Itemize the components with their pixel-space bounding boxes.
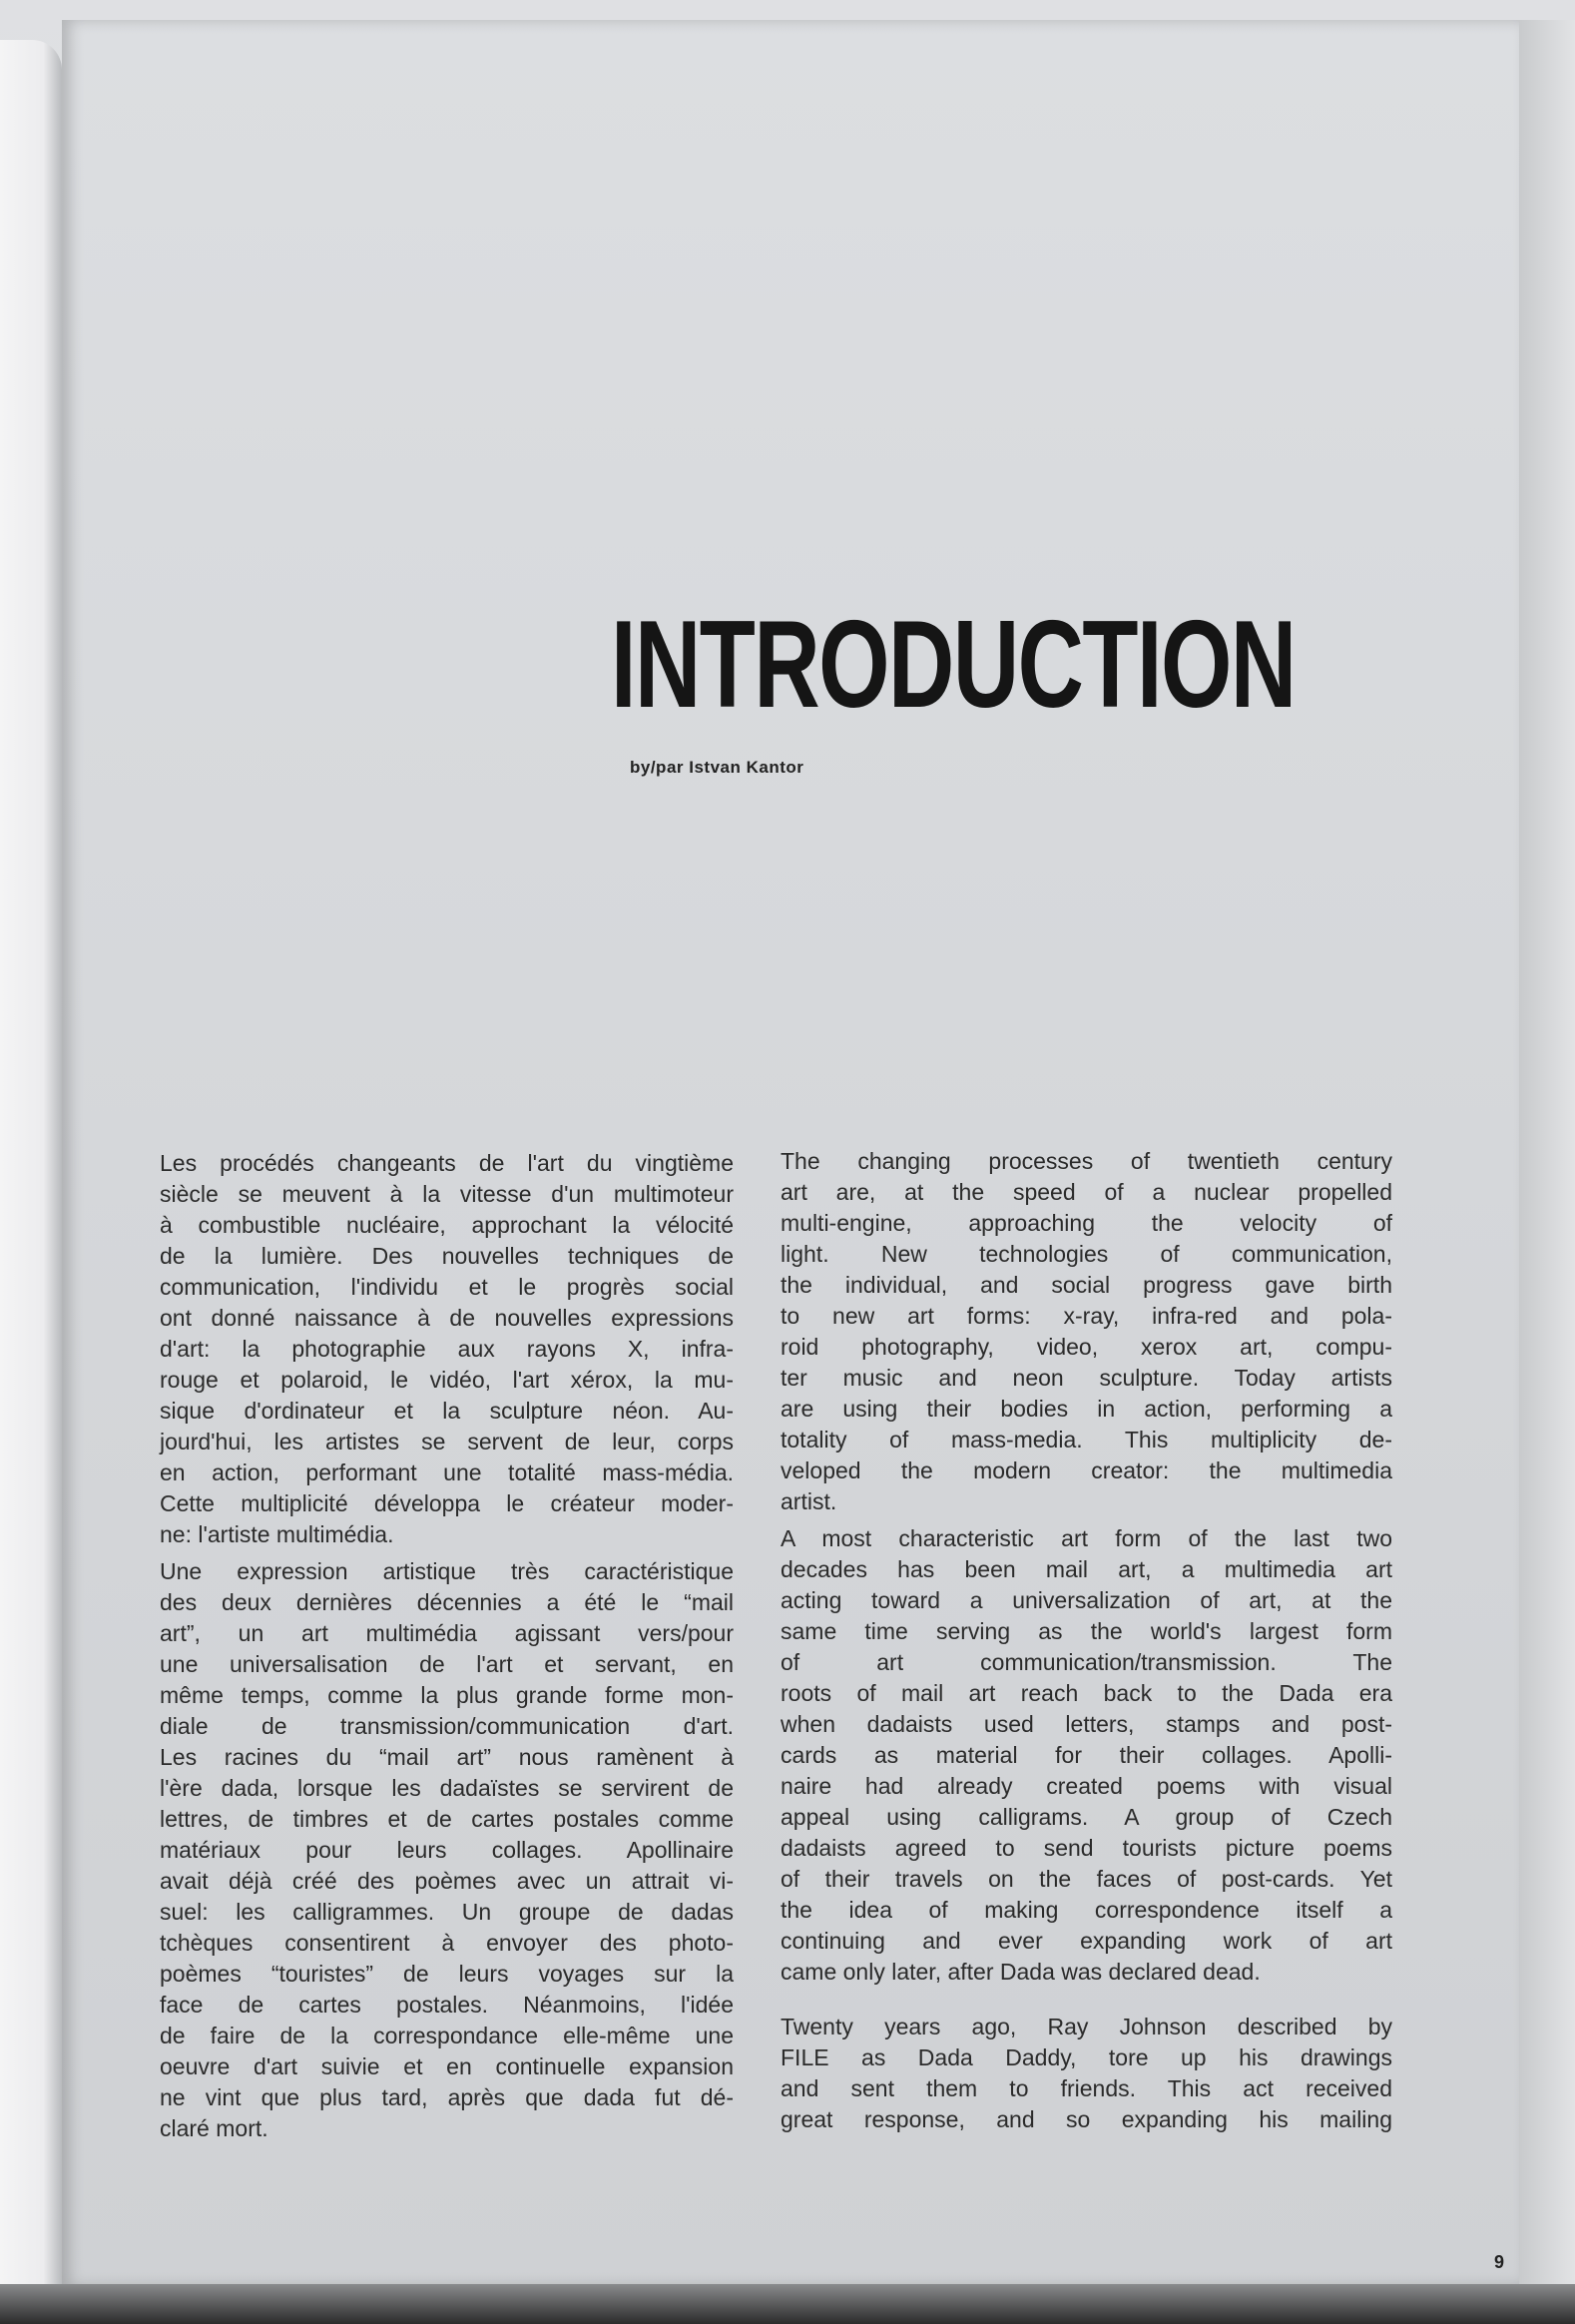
text-line: of art communication/transmission. The [781,1649,1392,1675]
text-line: Les procédés changeants de l'art du vingtième [160,1150,734,1176]
text-line: art”, un art multimédia agissant vers/pour [160,1620,734,1646]
text-line: en action, performant une totalité mass-média. [160,1459,734,1485]
text-line: and sent them to friends. This act received [781,2075,1392,2101]
text-line: matériaux pour leurs collages. Apollinaire [160,1837,734,1863]
text-line: Les racines du “mail art” nous ramènent à [160,1744,734,1770]
text-line: siècle se meuvent à la vitesse d'un multimoteur [160,1181,734,1207]
facing-page-edge [0,40,62,2286]
text-line: great response, and so expanding his mailing [781,2106,1392,2132]
paragraph [160,1148,734,1550]
text-line: à combustible nucléaire, approchant la vélocité [160,1212,734,1238]
text-line: l'ère dada, lorsque les dadaïstes se servirent de [160,1775,734,1801]
text-line: Twenty years ago, Ray Johnson described by [781,2014,1392,2039]
text-line: de la lumière. Des nouvelles techniques de [160,1243,734,1269]
text-line: ne: l'artiste multimédia. [160,1521,394,1547]
text-line: artist. [781,1488,837,1514]
text-line: rouge et polaroid, le vidéo, l'art xérox, la mu- [160,1367,734,1393]
text-line: diale de transmission/communication d'art. [160,1713,734,1739]
text-line: multi-engine, approaching the velocity of [781,1210,1392,1236]
text-line: The changing processes of twentieth century [781,1148,1392,1174]
text-line: naire had already created poems with visual [781,1773,1392,1799]
text-line: une universalisation de l'art et servant, en [160,1651,734,1677]
text-line: Une expression artistique très caractéristique [160,1558,734,1584]
text-line: the idea of making correspondence itself a [781,1897,1392,1923]
text-line: suel: les calligrammes. Un groupe de dadas [160,1899,734,1925]
text-line: A most characteristic art form of the last two [781,1525,1392,1551]
text-line: dadaists agreed to send tourists picture poems [781,1835,1392,1861]
page-number: 9 [1494,2252,1505,2272]
text-line: are using their bodies in action, performing a [781,1396,1392,1422]
text-line: cards as material for their collages. Apolli- [781,1742,1392,1768]
text-line: sique d'ordinateur et la sculpture néon. Au- [160,1398,734,1424]
text-line: when dadaists used letters, stamps and post- [781,1711,1392,1737]
text-line: jourd'hui, les artistes se servent de leur, corps [160,1429,734,1454]
text-line: light. New technologies of communication, [781,1241,1392,1267]
text-line: roid photography, video, xerox art, compu- [781,1334,1392,1360]
text-line: of their travels on the faces of post-cards. Yet [781,1866,1392,1892]
text-line: appeal using calligrams. A group of Czech [781,1804,1392,1830]
text-line: decades has been mail art, a multimedia art [781,1556,1392,1582]
text-line: roots of mail art reach back to the Dada era [781,1680,1392,1706]
text-line: came only later, after Dada was declared dead. [781,1959,1261,1985]
byline: by/par Istvan Kantor [630,758,804,777]
page-title: INTRODUCTION [611,596,1296,734]
paragraph [781,1146,1392,1517]
text-line: ont donné naissance à de nouvelles expressions [160,1305,734,1331]
text-line: lettres, de timbres et de cartes postales comme [160,1806,734,1832]
text-line: poèmes “touristes” de leurs voyages sur la [160,1961,734,1987]
text-line: ter music and neon sculpture. Today artists [781,1365,1392,1391]
text-line: totality of mass-media. This multiplicity de- [781,1427,1392,1452]
text-line: communication, l'individu et le progrès social [160,1274,734,1300]
text-line: avait déjà créé des poèmes avec un attrait vi- [160,1868,734,1894]
paragraph [160,1556,734,2144]
text-line: continuing and ever expanding work of art [781,1928,1392,1954]
text-line: face de cartes postales. Néanmoins, l'idée [160,1992,734,2018]
text-line: Cette multiplicité développa le créateur moder- [160,1490,734,1516]
text-line: to new art forms: x-ray, infra-red and pola- [781,1303,1392,1329]
text-line: claré mort. [160,2115,268,2141]
background-surface [1519,20,1575,2286]
french-column [160,1148,734,2150]
paragraph [781,2012,1392,2135]
text-line: des deux dernières décennies a été le “mail [160,1589,734,1615]
paragraph [781,1523,1392,1988]
text-line: ne vint que plus tard, après que dada fut dé- [160,2084,734,2110]
page-bottom-shadow [0,2284,1575,2324]
text-line: art are, at the speed of a nuclear propelled [781,1179,1392,1205]
text-line: veloped the modern creator: the multimedia [781,1457,1392,1483]
text-line: d'art: la photographie aux rayons X, infra- [160,1336,734,1362]
text-line: FILE as Dada Daddy, tore up his drawings [781,2044,1392,2070]
text-line: oeuvre d'art suivie et en continuelle expansion [160,2053,734,2079]
text-line: the individual, and social progress gave birth [781,1272,1392,1298]
text-line: tchèques consentirent à envoyer des photo- [160,1930,734,1956]
text-line: de faire de la correspondance elle-même une [160,2023,734,2048]
text-line: même temps, comme la plus grande forme mon- [160,1682,734,1708]
text-line: same time serving as the world's largest form [781,1618,1392,1644]
text-line: acting toward a universalization of art, at the [781,1587,1392,1613]
english-column [781,1146,1392,2141]
